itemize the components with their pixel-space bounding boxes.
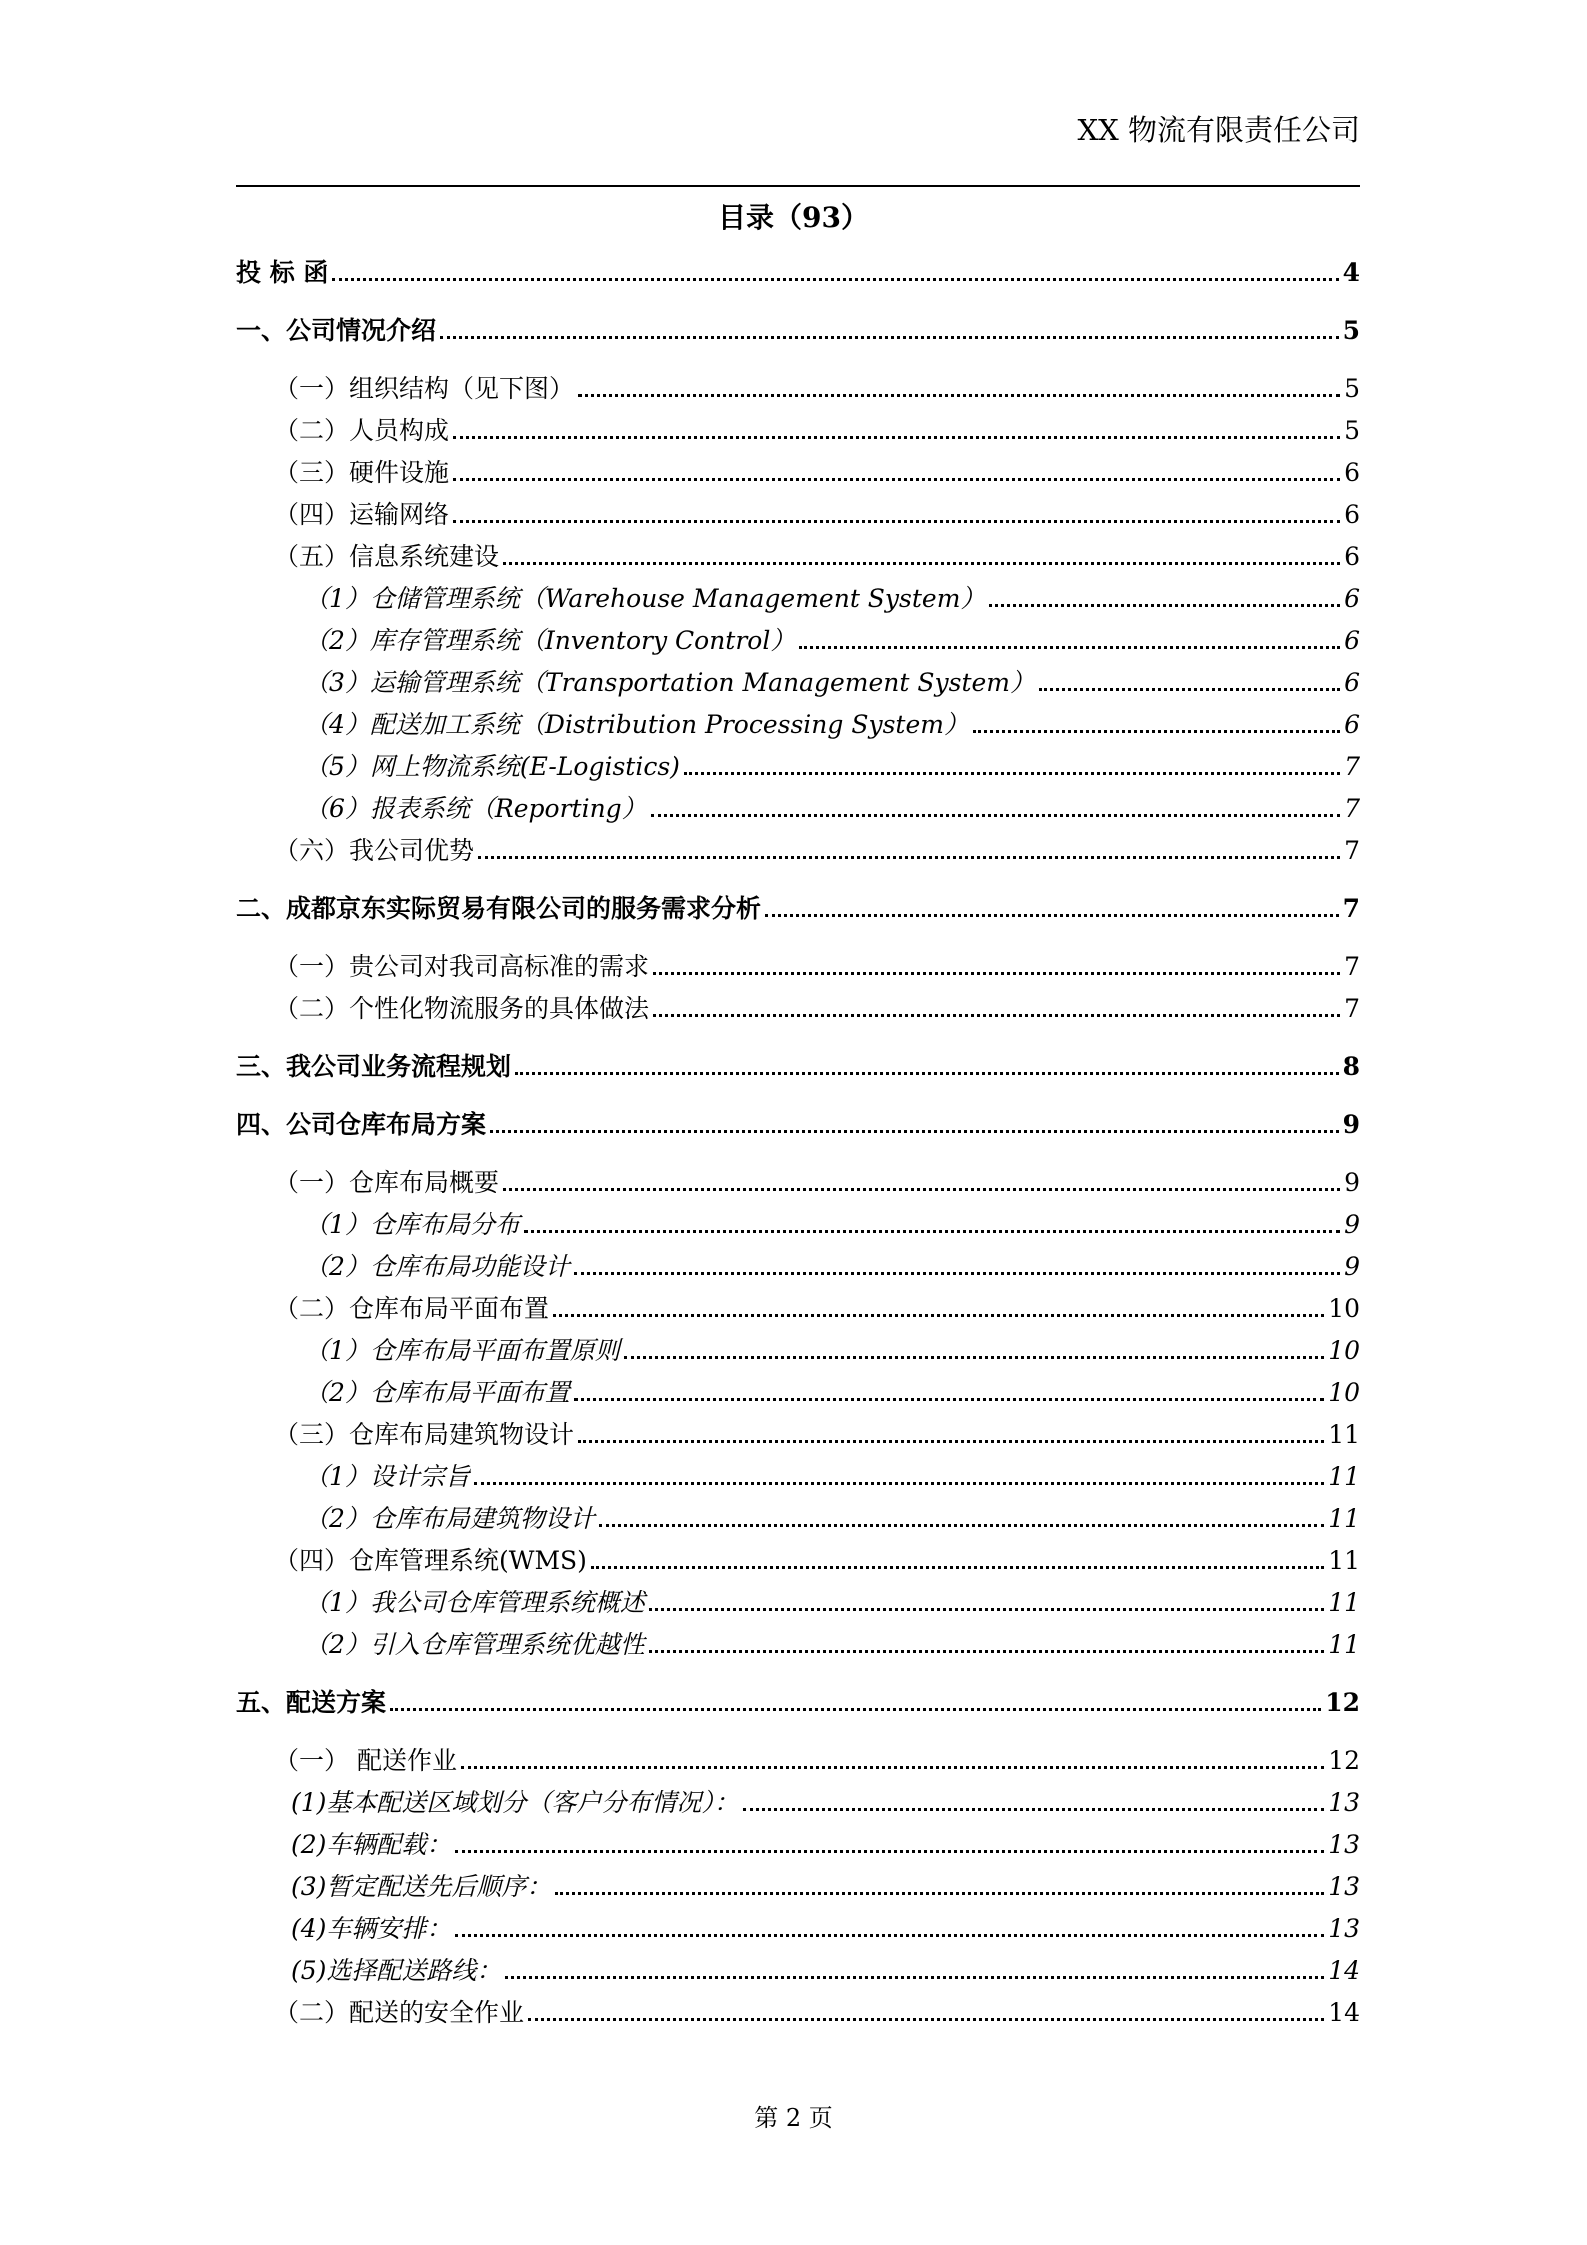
toc-entry-title: (3)暂定配送先后顺序：: [291, 1872, 552, 1901]
toc-entry-page: 5: [1344, 374, 1360, 403]
toc-entry-page: 4: [1342, 258, 1360, 287]
toc-entry[interactable]: [236, 1496, 1360, 1536]
toc-entry[interactable]: [236, 1102, 1360, 1142]
toc-leader-dots: [455, 1934, 1324, 1937]
toc-entry[interactable]: [236, 1370, 1360, 1410]
toc-leader-dots: [765, 914, 1339, 917]
toc-leader-dots: [553, 1314, 1324, 1317]
toc-entry[interactable]: [236, 986, 1360, 1026]
toc-entry-title: （二）配送的安全作业: [274, 1998, 525, 2027]
toc-entry-title: （二）个性化物流服务的具体做法: [274, 994, 650, 1023]
toc-entry-title: 五、配送方案: [236, 1688, 387, 1717]
toc-entry-page: 11: [1328, 1462, 1360, 1491]
toc-entry[interactable]: [236, 1948, 1360, 1988]
toc-entry[interactable]: [236, 1738, 1360, 1778]
toc-entry[interactable]: [236, 1454, 1360, 1494]
toc-leader-dots: [1039, 688, 1340, 691]
toc-entry-page: 11: [1328, 1630, 1360, 1659]
toc-entry-page: 13: [1328, 1914, 1360, 1943]
toc-entry-page: 6: [1344, 584, 1360, 613]
toc-leader-dots: [653, 972, 1340, 975]
toc-entry-page: 7: [1342, 894, 1360, 923]
toc-entry-page: 7: [1344, 952, 1360, 981]
toc-entry-title: （1）仓储管理系统（Warehouse Management System）: [304, 584, 986, 613]
toc-entry-title: （三）仓库布局建筑物设计: [274, 1420, 575, 1449]
toc-entry[interactable]: [236, 1244, 1360, 1284]
toc-entry[interactable]: [236, 786, 1360, 826]
toc-entry[interactable]: [236, 1202, 1360, 1242]
toc-entry[interactable]: [236, 618, 1360, 658]
toc-leader-dots: [453, 478, 1340, 481]
toc-leader-dots: [578, 1440, 1324, 1443]
toc-leader-dots: [591, 1566, 1324, 1569]
toc-leader-dots: [474, 1482, 1324, 1485]
toc-entry-page: 11: [1328, 1504, 1360, 1533]
toc-entry-title: 一、公司情况介绍: [236, 316, 437, 345]
toc-entry-title: （一）贵公司对我司高标准的需求: [274, 952, 650, 981]
toc-entry-title: （5）网上物流系统(E-Logistics): [304, 752, 680, 781]
toc-entry-title: （三）硬件设施: [274, 458, 450, 487]
toc-entry[interactable]: [236, 1780, 1360, 1820]
toc-leader-dots: [651, 814, 1340, 817]
toc-entry-page: 14: [1328, 1998, 1360, 2027]
toc-entry-page: 13: [1328, 1788, 1360, 1817]
toc-entry-page: 6: [1344, 668, 1360, 697]
toc-entry[interactable]: [236, 1680, 1360, 1720]
toc-entry-page: 10: [1328, 1336, 1360, 1365]
toc-leader-dots: [649, 1650, 1324, 1653]
toc-entry-title: （六）我公司优势: [274, 836, 475, 865]
toc-entry-title: （3）运输管理系统（Transportation Management System）: [304, 668, 1035, 697]
toc-entry[interactable]: [236, 450, 1360, 490]
toc-entry-page: 7: [1344, 752, 1360, 781]
toc-leader-dots: [490, 1130, 1339, 1133]
toc-entry-page: 5: [1342, 316, 1360, 345]
toc-entry[interactable]: [236, 492, 1360, 532]
toc-entry[interactable]: [236, 408, 1360, 448]
toc-entry-page: 9: [1344, 1252, 1360, 1281]
toc-entry-page: 10: [1328, 1378, 1360, 1407]
toc-entry[interactable]: [236, 1864, 1360, 1904]
toc-entry[interactable]: [236, 576, 1360, 616]
toc-leader-dots: [743, 1808, 1324, 1811]
toc-entry-page: 12: [1328, 1746, 1360, 1775]
toc-entry-page: 12: [1325, 1688, 1360, 1717]
toc-entry-title: 三、我公司业务流程规划: [236, 1052, 512, 1081]
toc-entry-title: （1）仓库布局平面布置原则: [304, 1336, 620, 1365]
toc-entry-title: （二）仓库布局平面布置: [274, 1294, 550, 1323]
toc-entry[interactable]: [236, 1160, 1360, 1200]
toc-entry-title: （2）引入仓库管理系统优越性: [304, 1630, 645, 1659]
toc-leader-dots: [440, 336, 1339, 339]
toc-leader-dots: [624, 1356, 1324, 1359]
toc-entry[interactable]: [236, 1906, 1360, 1946]
toc-entry-page: 13: [1328, 1872, 1360, 1901]
toc-entry-page: 7: [1344, 794, 1360, 823]
toc-leader-dots: [973, 730, 1340, 733]
toc-entry-page: 11: [1328, 1588, 1360, 1617]
toc-entry[interactable]: [236, 702, 1360, 742]
toc-leader-dots: [555, 1892, 1324, 1895]
toc-entry-page: 10: [1328, 1294, 1360, 1323]
toc-entry-title: （1）我公司仓库管理系统概述: [304, 1588, 645, 1617]
toc-leader-dots: [599, 1524, 1324, 1527]
toc-entry[interactable]: [236, 308, 1360, 348]
toc-entry-title: （2）仓库布局平面布置: [304, 1378, 570, 1407]
toc-entry-page: 5: [1344, 416, 1360, 445]
toc-entry[interactable]: [236, 366, 1360, 406]
toc-leader-dots: [649, 1608, 1324, 1611]
toc-entry-title: (1)基本配送区域划分（客户分布情况）：: [291, 1788, 739, 1817]
toc-entry-page: 11: [1328, 1420, 1360, 1449]
toc-entry[interactable]: [236, 250, 1360, 290]
toc-entry[interactable]: [236, 1822, 1360, 1862]
toc-entry-title: 四、公司仓库布局方案: [236, 1110, 487, 1139]
toc-entry[interactable]: [236, 828, 1360, 868]
toc-entry-title: （四）仓库管理系统(WMS): [274, 1546, 587, 1575]
toc-entry[interactable]: [236, 534, 1360, 574]
toc-entry-title: （一）仓库布局概要: [274, 1168, 500, 1197]
toc-entry-title: （2）仓库布局建筑物设计: [304, 1504, 595, 1533]
page-number: 第 2 页: [754, 2104, 833, 2132]
toc-entry-title: 二、成都京东实际贸易有限公司的服务需求分析: [236, 894, 762, 923]
toc-leader-dots: [799, 646, 1340, 649]
toc-leader-dots: [453, 520, 1340, 523]
toc-entry-title: (5)选择配送路线：: [291, 1956, 502, 1985]
toc-title: 目录（93）: [718, 201, 869, 234]
toc-entry-page: 9: [1342, 1110, 1360, 1139]
toc-entry-title: （二）人员构成: [274, 416, 450, 445]
toc-entry-title: （6）报表系统（Reporting）: [304, 794, 647, 823]
toc-leader-dots: [524, 1230, 1340, 1233]
toc-entry-page: 8: [1342, 1052, 1360, 1081]
toc-entry-title: （五）信息系统建设: [274, 542, 500, 571]
toc-leader-dots: [528, 2018, 1324, 2021]
toc-leader-dots: [989, 604, 1340, 607]
toc-leader-dots: [478, 856, 1340, 859]
toc-leader-dots: [453, 436, 1340, 439]
toc-entry-page: 7: [1344, 836, 1360, 865]
toc-entry[interactable]: [236, 886, 1360, 926]
toc-entry-title: （1）仓库布局分布: [304, 1210, 520, 1239]
toc-entry-title: （一）组织结构（见下图）: [274, 374, 575, 403]
toc-entry[interactable]: [236, 1412, 1360, 1452]
toc-entry-page: 9: [1344, 1168, 1360, 1197]
toc-entry[interactable]: [236, 1286, 1360, 1326]
toc-entry[interactable]: [236, 1990, 1360, 2030]
toc-leader-dots: [503, 1188, 1340, 1191]
toc-entry-title: 投 标 函: [236, 258, 329, 287]
toc-leader-dots: [574, 1272, 1340, 1275]
toc-entry[interactable]: [236, 1044, 1360, 1084]
toc-entry-title: (4)车辆安排：: [291, 1914, 452, 1943]
toc-entry-page: 13: [1328, 1830, 1360, 1859]
toc-entry-title: （2）库存管理系统（Inventory Control）: [304, 626, 796, 655]
toc-entry[interactable]: [236, 1538, 1360, 1578]
toc-leader-dots: [390, 1708, 1321, 1711]
toc-entry[interactable]: [236, 944, 1360, 984]
toc-leader-dots: [332, 278, 1338, 281]
toc-entry-title: （4）配送加工系统（Distribution Processing System）: [304, 710, 969, 739]
toc-leader-dots: [653, 1014, 1340, 1017]
toc-entry[interactable]: [236, 1580, 1360, 1620]
toc-entry-page: 6: [1344, 626, 1360, 655]
toc-entry-title: （2）仓库布局功能设计: [304, 1252, 570, 1281]
toc-leader-dots: [574, 1398, 1324, 1401]
toc-leader-dots: [515, 1072, 1339, 1075]
toc-entry-page: 11: [1328, 1546, 1360, 1575]
toc-entry-page: 6: [1344, 542, 1360, 571]
header-company-name: XX 物流有限责任公司: [1077, 113, 1360, 147]
toc-entry[interactable]: [236, 1622, 1360, 1662]
toc-entry[interactable]: [236, 660, 1360, 700]
toc-entry-page: 6: [1344, 710, 1360, 739]
header-divider: [236, 185, 1360, 187]
toc-entry-page: 6: [1344, 500, 1360, 529]
toc-entry-title: （四）运输网络: [274, 500, 450, 529]
toc-leader-dots: [461, 1766, 1324, 1769]
toc-leader-dots: [505, 1976, 1324, 1979]
toc-leader-dots: [503, 562, 1340, 565]
toc-entry[interactable]: [236, 1328, 1360, 1368]
toc-entry-page: 9: [1344, 1210, 1360, 1239]
toc-leader-dots: [578, 394, 1340, 397]
toc-entry-page: 7: [1344, 994, 1360, 1023]
toc-leader-dots: [684, 772, 1340, 775]
toc-leader-dots: [455, 1850, 1324, 1853]
toc-entry-page: 14: [1328, 1956, 1360, 1985]
toc-entry-title: （1）设计宗旨: [304, 1462, 470, 1491]
toc-entry-title: （一） 配送作业: [274, 1746, 457, 1775]
toc-entry[interactable]: [236, 744, 1360, 784]
toc-entry-title: (2)车辆配载：: [291, 1830, 452, 1859]
toc-entry-page: 6: [1344, 458, 1360, 487]
